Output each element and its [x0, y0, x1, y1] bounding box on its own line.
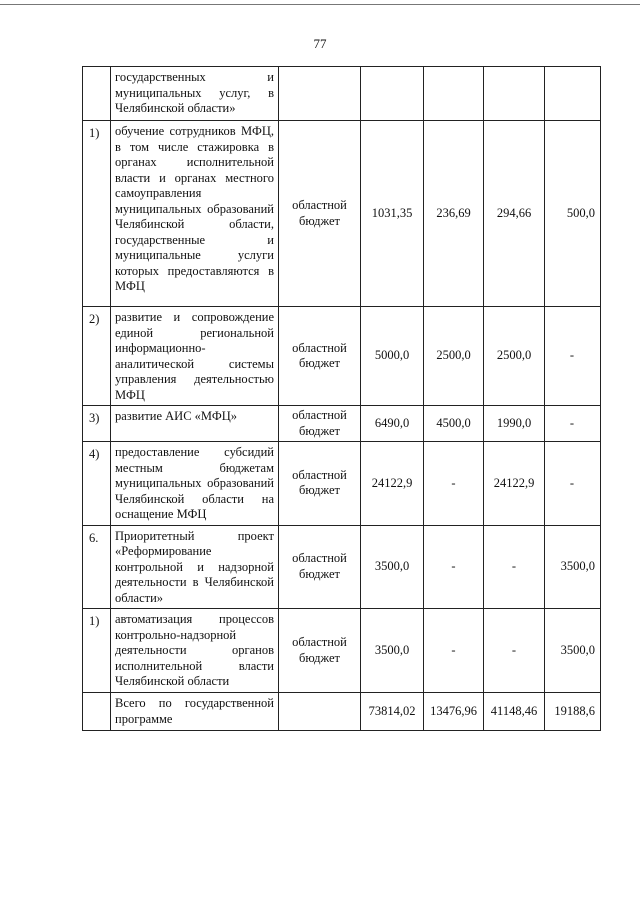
table-row	[83, 406, 601, 442]
row-name: Всего по государственной программе	[111, 693, 279, 731]
row-total: 5000,0	[361, 307, 424, 406]
row-year3: 19188,6	[545, 693, 601, 731]
row-year1: -	[424, 525, 484, 609]
row-year2: -	[484, 609, 545, 693]
row-total: 3500,0	[361, 609, 424, 693]
table-row	[83, 307, 601, 406]
row-number: 3)	[83, 406, 111, 442]
row-year2: -	[484, 525, 545, 609]
row-source: областной бюджет	[279, 121, 361, 307]
row-source	[279, 693, 361, 731]
row-number	[83, 67, 111, 121]
row-source	[279, 67, 361, 121]
table-row	[83, 525, 601, 609]
row-number: 4)	[83, 442, 111, 526]
row-year1: 236,69	[424, 121, 484, 307]
row-number: 2)	[83, 307, 111, 406]
row-year3: 3500,0	[545, 609, 601, 693]
row-year1: 4500,0	[424, 406, 484, 442]
row-number	[83, 693, 111, 731]
row-name: предоставление субсидий местным бюджетам муниципальных образований Челябинской области на оснащение МФЦ	[111, 442, 279, 526]
row-name: Приоритетный проект «Реформирование контрольной и надзорной деятельности в Челябинской области»	[111, 525, 279, 609]
row-year2	[484, 67, 545, 121]
row-year1	[424, 67, 484, 121]
row-year2: 24122,9	[484, 442, 545, 526]
row-year3	[545, 67, 601, 121]
row-source: областной бюджет	[279, 609, 361, 693]
row-year2: 41148,46	[484, 693, 545, 731]
row-year1: -	[424, 442, 484, 526]
table-row	[83, 442, 601, 526]
row-year1: 13476,96	[424, 693, 484, 731]
table-row-total	[83, 693, 601, 731]
row-source: областной бюджет	[279, 307, 361, 406]
row-total: 73814,02	[361, 693, 424, 731]
row-total: 6490,0	[361, 406, 424, 442]
row-year3: 500,0	[545, 121, 601, 307]
row-name: автоматизация процессов контрольно-надзорной деятельности органов исполнительной власти Челябинской области	[111, 609, 279, 693]
row-year2: 2500,0	[484, 307, 545, 406]
row-number: 6.	[83, 525, 111, 609]
row-source: областной бюджет	[279, 442, 361, 526]
row-source: областной бюджет	[279, 525, 361, 609]
table-row	[83, 609, 601, 693]
row-total	[361, 67, 424, 121]
row-year3: -	[545, 442, 601, 526]
row-total: 24122,9	[361, 442, 424, 526]
row-year2: 294,66	[484, 121, 545, 307]
row-number: 1)	[83, 121, 111, 307]
table-row	[83, 121, 601, 307]
table-row	[83, 67, 601, 121]
row-year1: -	[424, 609, 484, 693]
row-year2: 1990,0	[484, 406, 545, 442]
top-rule	[0, 4, 640, 5]
row-name: развитие АИС «МФЦ»	[111, 406, 279, 442]
row-total: 1031,35	[361, 121, 424, 307]
row-name: развитие и сопровождение единой региональной информационно-аналитической системы управления деятельностью МФЦ	[111, 307, 279, 406]
row-name: обучение сотрудников МФЦ, в том числе стажировка в органах исполнительной власти и органах местного самоуправления муниципальных образований Челябинской области, государственные и муниципальные услуги которых предоставляются в МФЦ	[111, 121, 279, 307]
row-source: областной бюджет	[279, 406, 361, 442]
row-year3: -	[545, 307, 601, 406]
row-year1: 2500,0	[424, 307, 484, 406]
budget-table	[82, 66, 601, 731]
row-year3: -	[545, 406, 601, 442]
row-name: государственных и муниципальных услуг, в Челябинской области»	[111, 67, 279, 121]
row-total: 3500,0	[361, 525, 424, 609]
page-number: 77	[313, 36, 327, 51]
row-year3: 3500,0	[545, 525, 601, 609]
row-number: 1)	[83, 609, 111, 693]
